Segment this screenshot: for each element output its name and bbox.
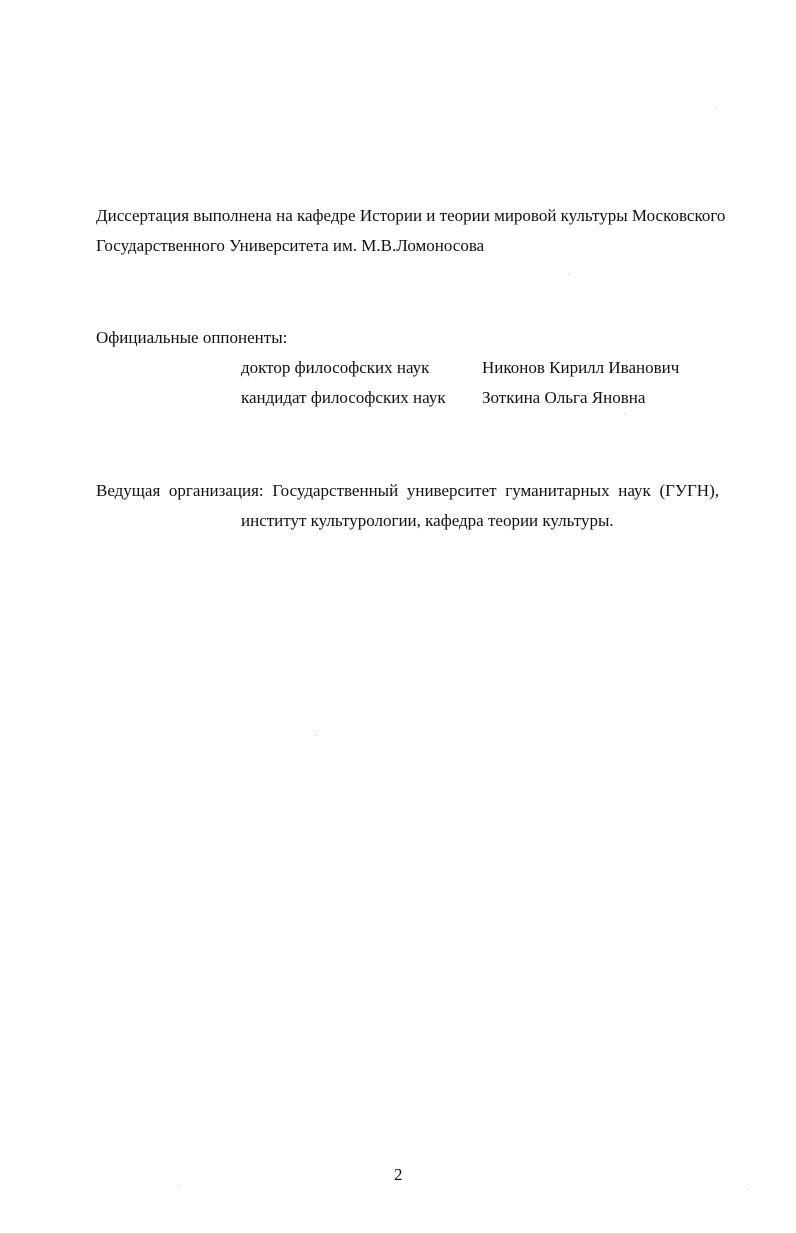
opponent-2-name: Зоткина Ольга Яновна (482, 388, 646, 407)
opponent-1-degree: доктор философских наук (241, 358, 430, 377)
intro-line-1: Диссертация выполнена на кафедре Истории и теории мировой культуры Московского (96, 206, 726, 225)
page-number: 2 (394, 1165, 403, 1184)
opponent-1-name: Никонов Кирилл Иванович (482, 358, 680, 377)
leading-org-line-2: институт культурологии, кафедра теории культуры. (241, 511, 614, 530)
intro-line-2: Государственного Университета им. М.В.Ломоносова (96, 236, 485, 255)
scan-speck (715, 108, 716, 109)
leading-org-line-1: Ведущая организация: Государственный университет гуманитарных наук (ГУГН), (96, 481, 719, 500)
opponents-heading: Официальные оппоненты: (96, 328, 288, 347)
scan-speck (568, 274, 569, 275)
scan-speck (747, 1189, 748, 1190)
scan-speck (624, 413, 625, 414)
opponent-2-degree: кандидат философских наук (241, 388, 446, 407)
scan-speck (316, 735, 317, 736)
scan-speck (178, 1185, 179, 1186)
